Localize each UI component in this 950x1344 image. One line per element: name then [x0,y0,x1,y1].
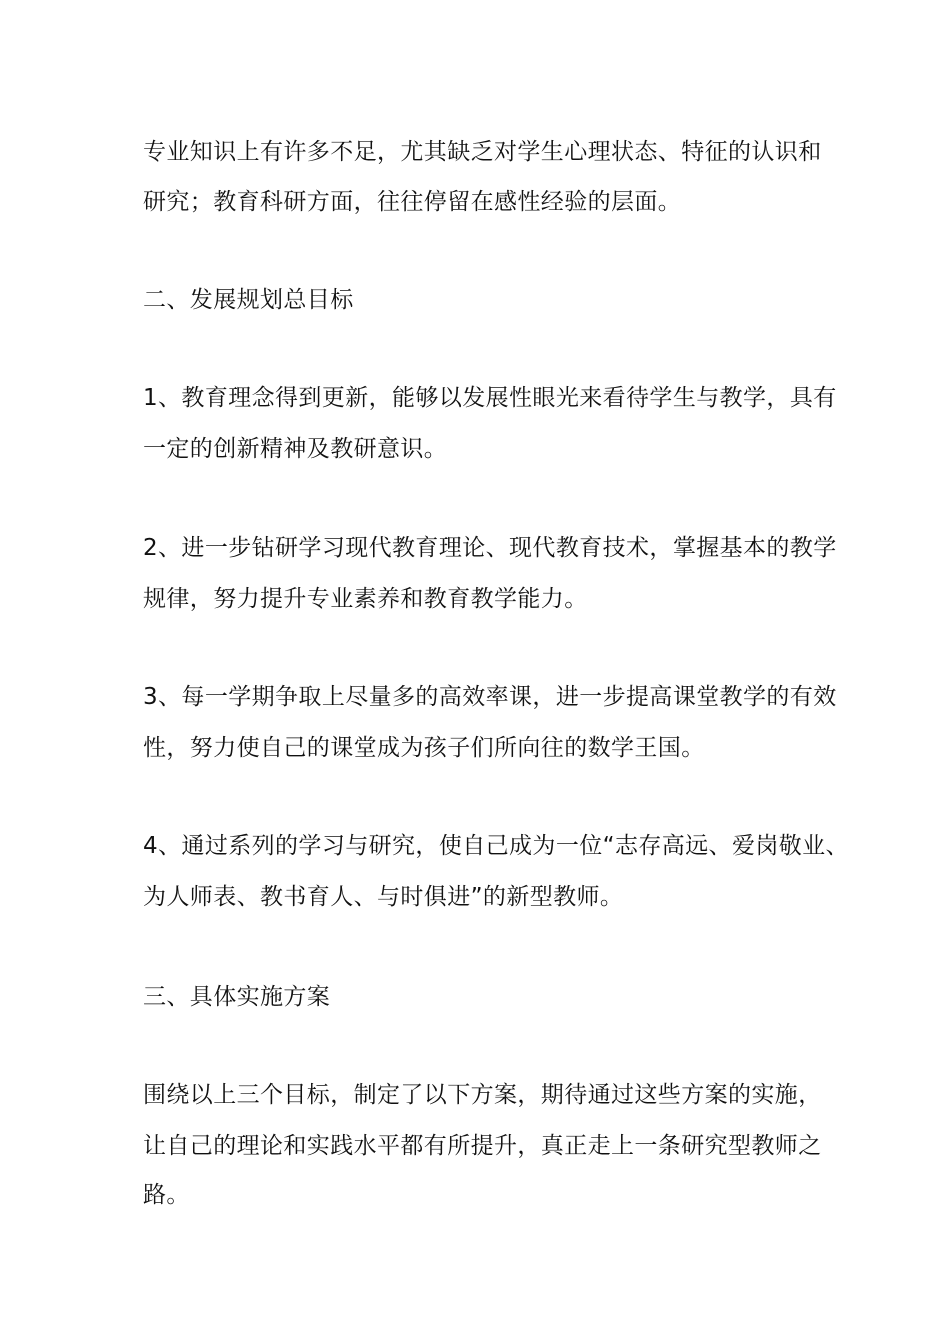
paragraph-line: 性，努力使自己的课堂成为孩子们所向往的数学王国。 [143,735,705,761]
paragraph-line: 路。 [143,1182,190,1208]
paragraph-line: 研究；教育科研方面，往往停留在感性经验的层面。 [143,189,682,215]
paragraph-line: 为人师表、教书育人、与时俱进”的新型教师。 [143,884,624,910]
paragraph-line: 4、通过系列的学习与研究，使自己成为一位“志存高远、爱岗敬业、 [143,833,849,859]
paragraph-line: 让自己的理论和实践水平都有所提升，真正走上一条研究型教师之 [143,1133,822,1159]
section-heading: 二、发展规划总目标 [143,287,354,313]
paragraph-line: 规律，努力提升专业素养和教育教学能力。 [143,586,588,612]
paragraph-line: 一定的创新精神及教研意识。 [143,436,448,462]
paragraph-line: 围绕以上三个目标，制定了以下方案，期待通过这些方案的实施， [143,1082,822,1108]
paragraph-line: 专业知识上有许多不足，尤其缺乏对学生心理状态、特征的认识和 [143,139,822,165]
paragraph-line: 2、进一步钻研学习现代教育理论、现代教育技术，掌握基本的教学 [143,535,837,561]
section-heading: 三、具体实施方案 [143,984,331,1010]
paragraph-line: 1、教育理念得到更新，能够以发展性眼光来看待学生与教学，具有 [143,385,837,411]
paragraph-line: 3、每一学期争取上尽量多的高效率课，进一步提高课堂教学的有效 [143,684,837,710]
